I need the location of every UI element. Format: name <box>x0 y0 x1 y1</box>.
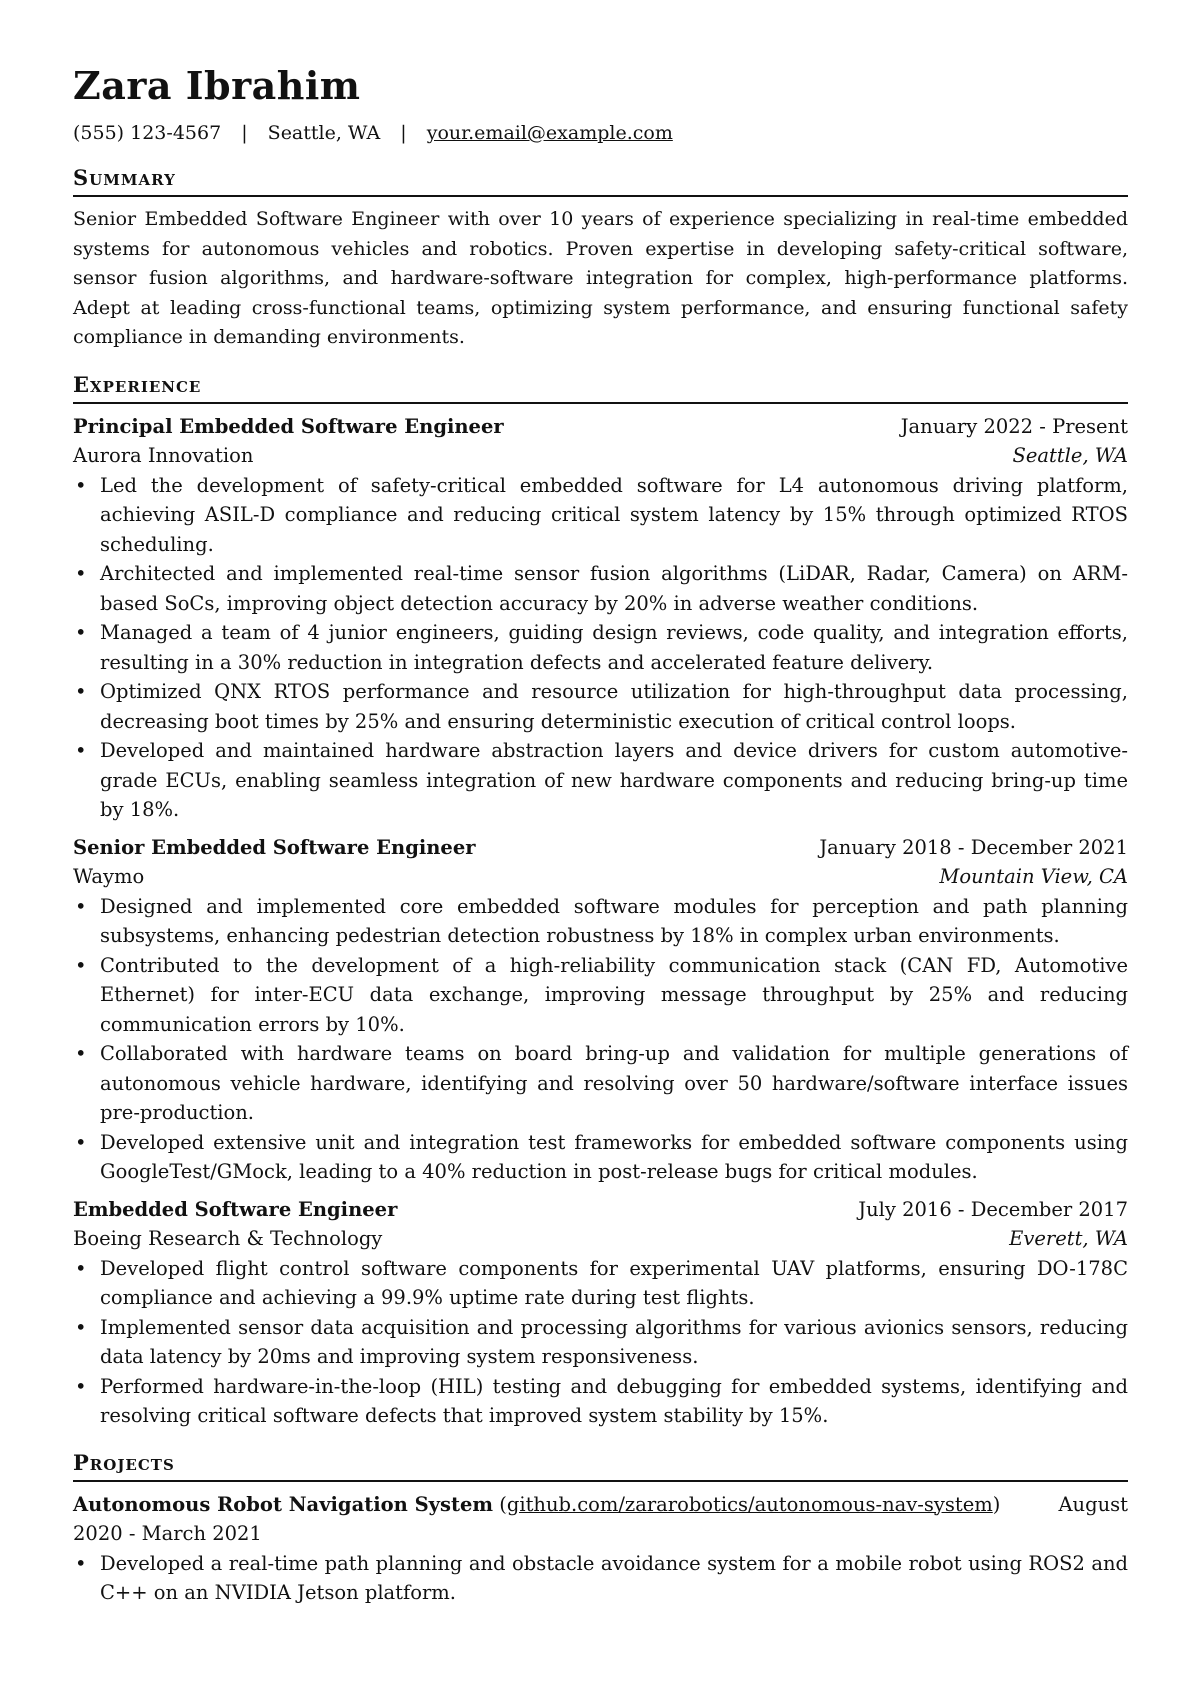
project-title: Autonomous Robot Navigation System <box>73 1492 494 1516</box>
bullet-item: • Designed and implemented core embedded software modules for perception and path planning subsystems, enhancing pedestrian detection robustness by 18% in complex urban environments. <box>100 892 1128 951</box>
bullet-item: • Implemented sensor data acquisition and processing algorithms for various avionics sensors, reducing data latency by 20ms and improving system responsiveness. <box>100 1313 1128 1372</box>
project-link[interactable]: github.com/zararobotics/autonomous-nav-system <box>506 1492 993 1516</box>
phone-number: (555) 123-4567 <box>73 122 222 144</box>
contact-separator: | <box>400 122 407 144</box>
bullet-item: • Contributed to the development of a high-reliability communication stack (CAN FD, Automotive Ethernet) for inter-ECU data exchange, improving message throughput by 25% and reducing communication errors by 10%. <box>100 951 1128 1040</box>
job-entry <box>73 1195 1128 1431</box>
bullet-item: • Managed a team of 4 junior engineers, guiding design reviews, code quality, and integration efforts, resulting in a 30% reduction in integration defects and accelerated feature delivery. <box>100 618 1128 677</box>
candidate-name: Zara Ibrahim <box>73 63 361 108</box>
bullet-item: • Performed hardware-in-the-loop (HIL) testing and debugging for embedded systems, identifying and resolving critical software defects that improved system stability by 15%. <box>100 1372 1128 1431</box>
bullet-item: • Developed a real-time path planning and obstacle avoidance system for a mobile robot using ROS2 and C++ on an NVIDIA Jetson platform. <box>100 1549 1128 1608</box>
projects-heading: Projects <box>73 1449 1128 1482</box>
summary-heading: Summary <box>73 164 1128 197</box>
bullet-item: • Led the development of safety-critical embedded software for L4 autonomous driving platform, achieving ASIL-D compliance and reducing critical system latency by 15% through optimized RTOS scheduling. <box>100 471 1128 560</box>
job-title: Senior Embedded Software Engineer <box>73 835 476 859</box>
bullet-item: • Developed flight control software components for experimental UAV platforms, ensuring DO-178C compliance and achieving a 99.9% uptime rate during test flights. <box>100 1254 1128 1313</box>
company-name: Waymo <box>73 865 145 888</box>
job-location: Mountain View, CA <box>939 865 1128 888</box>
job-entry <box>73 833 1128 1187</box>
job-location: Everett, WA <box>1009 1227 1128 1250</box>
bullet-item: • Optimized QNX RTOS performance and resource utilization for high-throughput data processing, decreasing boot times by 25% and ensuring deterministic execution of critical control loops. <box>100 677 1128 736</box>
project-dates-start: August <box>1058 1492 1128 1516</box>
bullet-item: • Developed extensive unit and integration test frameworks for embedded software components using GoogleTest/GMock, leading to a 40% reduction in post-release bugs for critical modules. <box>100 1128 1128 1187</box>
contact-line <box>73 120 1128 146</box>
project-bullets <box>73 1549 1128 1608</box>
job-location: Seattle, WA <box>1012 444 1128 467</box>
job-bullets <box>73 471 1128 825</box>
company-name: Boeing Research & Technology <box>73 1227 383 1250</box>
bullet-item: • Collaborated with hardware teams on board bring-up and validation for multiple generations of autonomous vehicle hardware, identifying and resolving over 50 hardware/software interface issues pre-production. <box>100 1039 1128 1128</box>
job-bullets <box>73 1254 1128 1431</box>
bullet-item: • Developed and maintained hardware abstraction layers and device drivers for custom automotive-grade ECUs, enabling seamless integration of new hardware components and reducing bring-up time by 18%. <box>100 736 1128 825</box>
resume-page <box>73 62 1128 1608</box>
job-dates: July 2016 - December 2017 <box>858 1197 1128 1221</box>
project-header: August Autonomous Robot Navigation System (github.com/zararobotics/autonomous-nav-system) 2020 - March 2021 <box>73 1490 1128 1549</box>
job-title: Principal Embedded Software Engineer <box>73 414 504 438</box>
job-dates: January 2018 - December 2021 <box>819 835 1128 859</box>
bullet-item: • Architected and implemented real-time sensor fusion algorithms (LiDAR, Radar, Camera) on ARM-based SoCs, improving object detection accuracy by 20% in adverse weather conditions. <box>100 559 1128 618</box>
experience-heading: Experience <box>73 371 1128 404</box>
company-name: Aurora Innovation <box>73 444 254 467</box>
summary-text: Senior Embedded Software Engineer with over 10 years of experience specializing in real-time embedded systems for autonomous vehicles and robotics. Proven expertise in developing safety-critical software, sensor fusion algorithms, and hardware-software integration for complex, high-performance platforms. Adept at leading cross-functional teams, optimizing system performance, and ensuring functional safety compliance in demanding environments. <box>73 208 1128 348</box>
email-link[interactable]: your.email@example.com <box>426 122 673 144</box>
project-dates-end: 2020 - March 2021 <box>73 1522 262 1545</box>
job-bullets <box>73 892 1128 1187</box>
job-title: Embedded Software Engineer <box>73 1197 398 1221</box>
job-entry <box>73 412 1128 825</box>
contact-separator: | <box>241 122 248 144</box>
job-dates: January 2022 - Present <box>900 414 1128 438</box>
location-text: Seattle, WA <box>267 122 381 144</box>
